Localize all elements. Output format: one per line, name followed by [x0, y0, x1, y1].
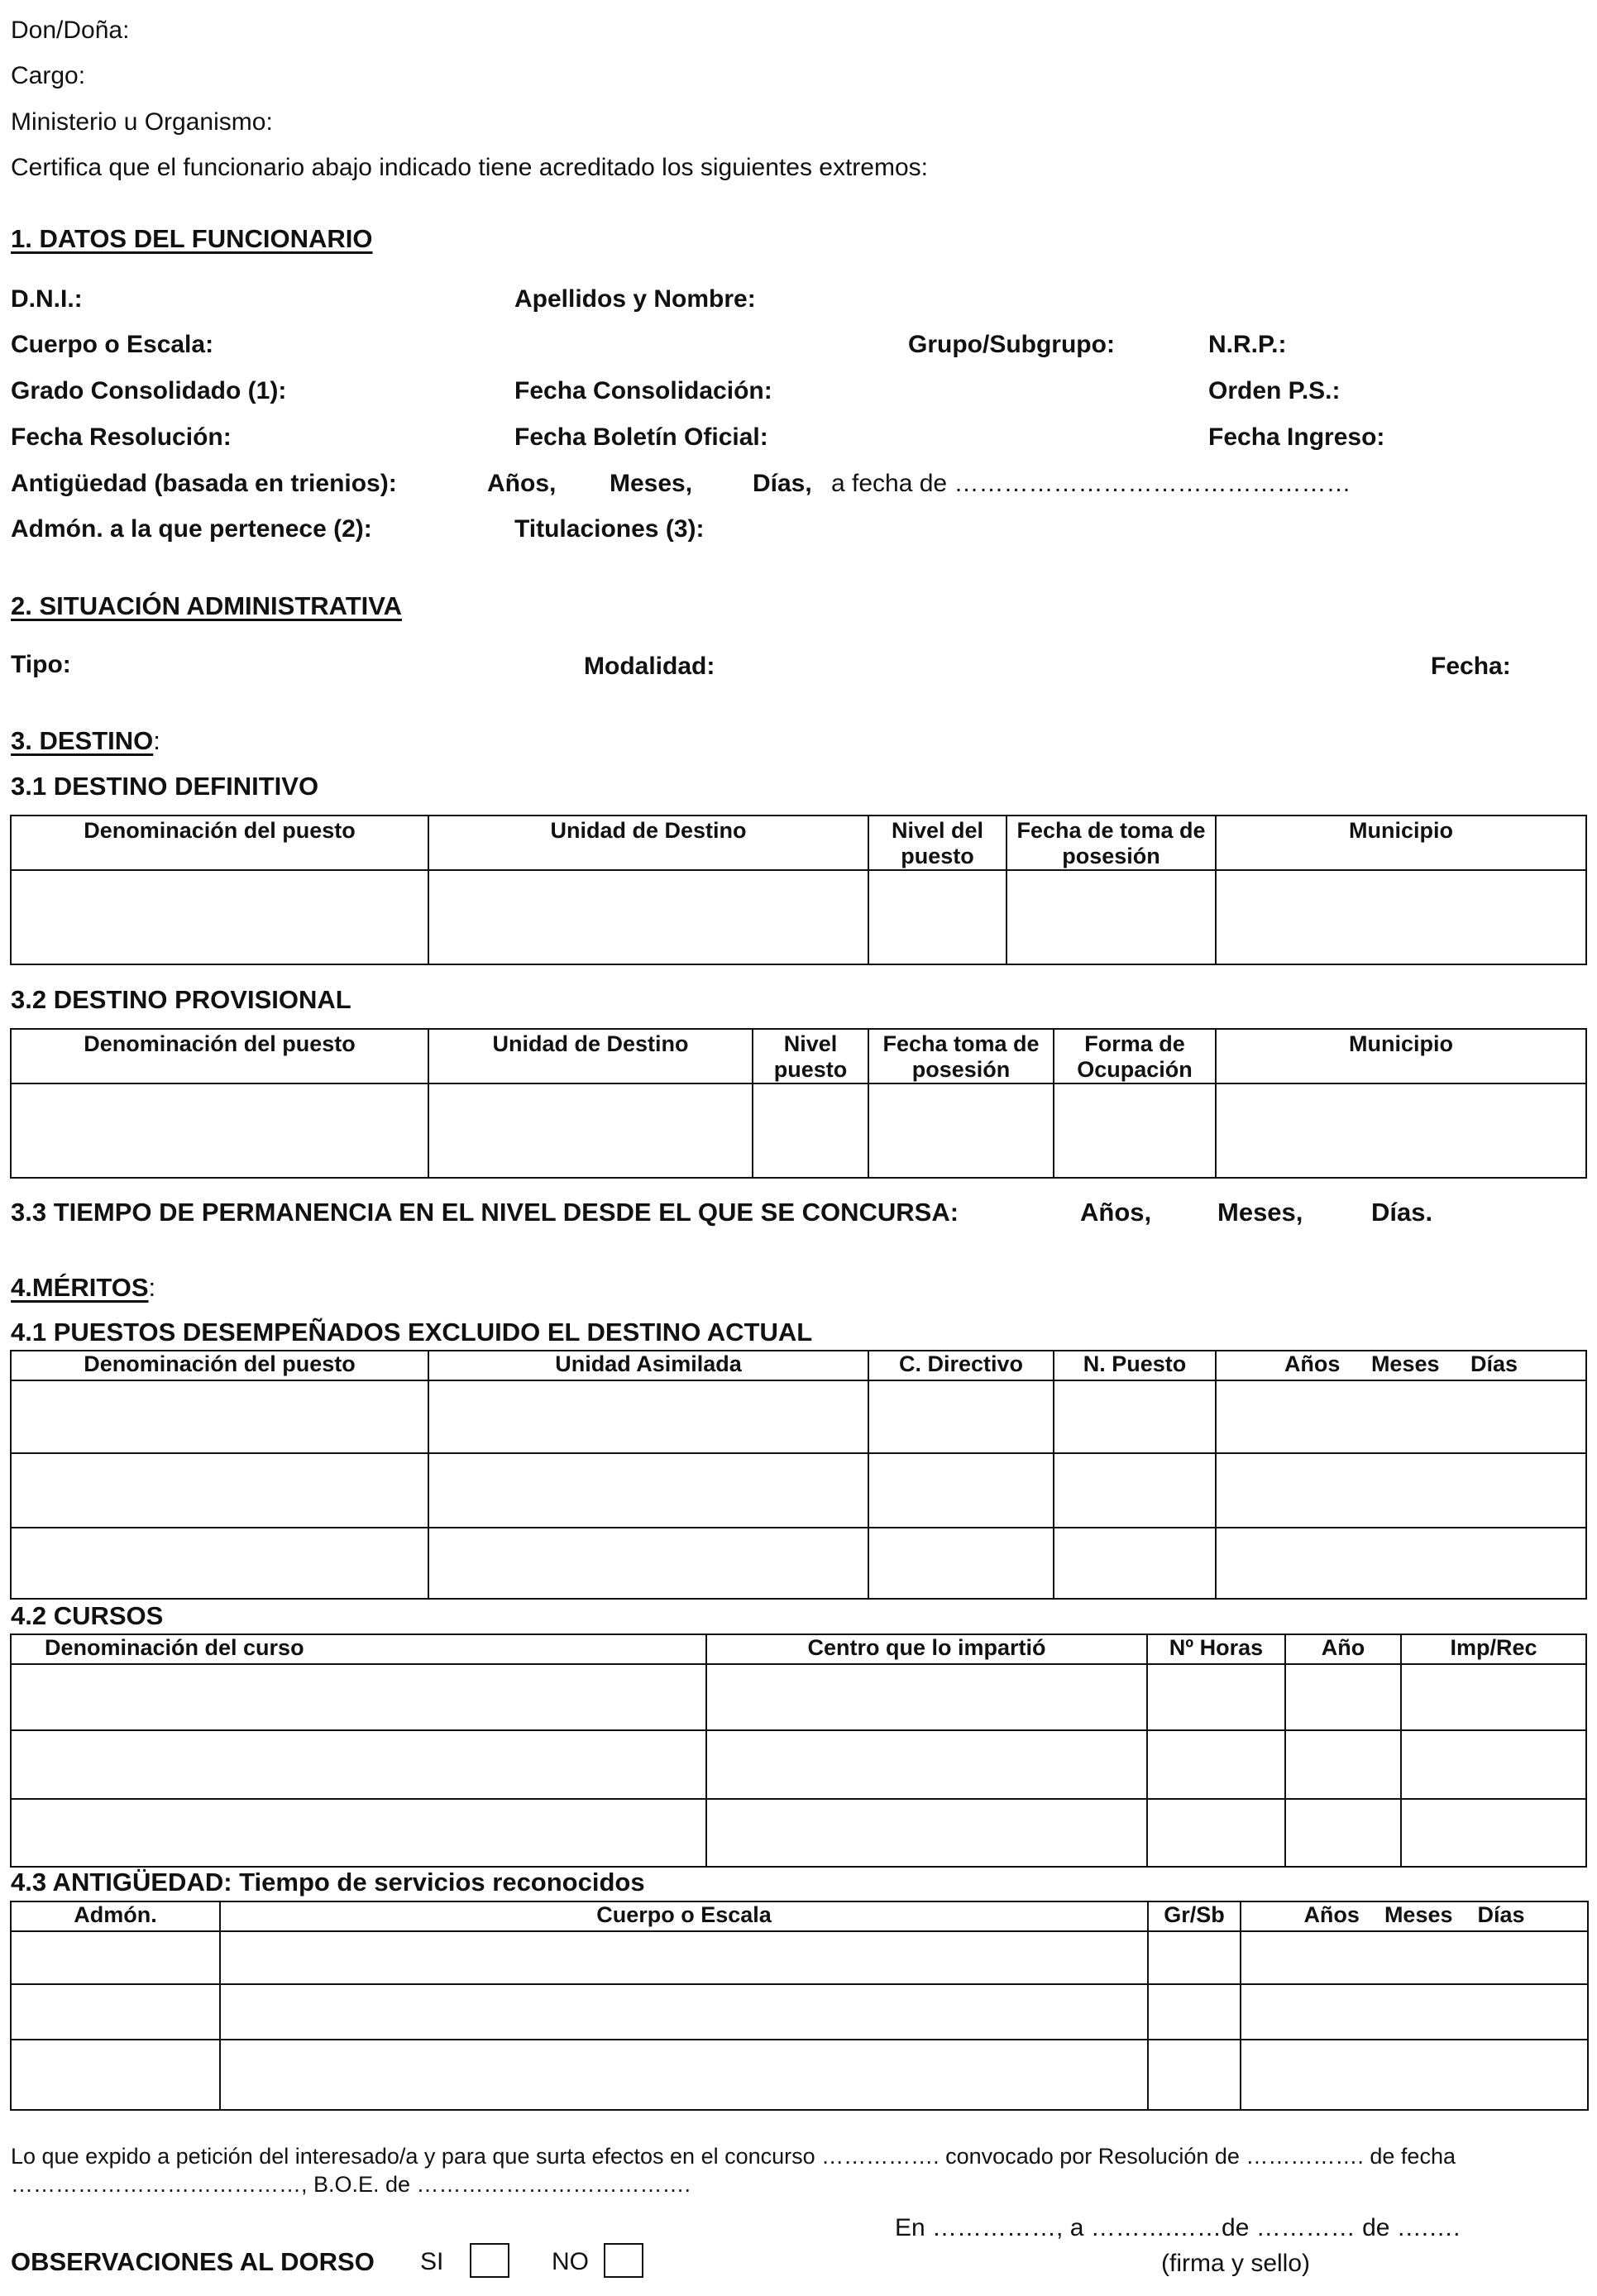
table-cell[interactable]: [220, 1931, 1148, 1984]
col-header: Imp/Rec: [1401, 1634, 1586, 1664]
table-cell[interactable]: [220, 1984, 1148, 2040]
table-cell[interactable]: [11, 1799, 706, 1867]
permanencia-label: 3.3 TIEMPO DE PERMANENCIA EN EL NIVEL DESDE EL QUE SE CONCURSA:: [11, 1198, 959, 1227]
col-header: Denominación del curso: [11, 1634, 706, 1664]
antiguedad-servicios-title: 4.3 ANTIGÜEDAD: Tiempo de servicios reconocidos: [11, 1868, 645, 1897]
table-cell[interactable]: [220, 2040, 1148, 2110]
table-cell[interactable]: [1401, 1799, 1586, 1867]
permanencia-meses: Meses,: [1217, 1198, 1303, 1227]
section-4-title: [11, 1274, 155, 1302]
permanencia-dias: Días.: [1371, 1198, 1433, 1227]
table-cell[interactable]: [1285, 1664, 1401, 1730]
table-row: [11, 1799, 1586, 1867]
section-1-title: 1. DATOS DEL FUNCIONARIO: [11, 224, 373, 253]
certifica-text: Certifica que el funcionario abajo indicado tiene acreditado los siguientes extremos:: [11, 154, 928, 181]
col-header: Nivel puesto: [753, 1029, 868, 1083]
cargo-label: Cargo:: [11, 62, 86, 89]
dni-label: D.N.I.:: [11, 285, 83, 313]
permanencia-anios: Años,: [1080, 1198, 1152, 1227]
table-row: [11, 1083, 1586, 1178]
table-cell[interactable]: [706, 1799, 1147, 1867]
table-cell[interactable]: [1147, 1730, 1285, 1799]
table-cell[interactable]: [1216, 1453, 1586, 1528]
table-cell[interactable]: [1148, 1984, 1241, 2040]
table-row: [11, 1528, 1586, 1599]
col-header: Centro que lo impartió: [706, 1634, 1147, 1664]
table-cell[interactable]: [1216, 1380, 1586, 1453]
table-row: [11, 2040, 1588, 2110]
puestos-title: 4.1 PUESTOS DESEMPEÑADOS EXCLUIDO EL DESTINO ACTUAL: [11, 1318, 813, 1347]
no-label: NO: [552, 2248, 589, 2275]
antiguedad-table: [10, 1901, 1589, 2111]
table-cell[interactable]: [1241, 1931, 1588, 1984]
col-header: Unidad Asimilada: [428, 1351, 868, 1380]
table-row: [11, 1730, 1586, 1799]
col-header: Nivel del puesto: [868, 816, 1006, 870]
section-3-title-text: 3. DESTINO: [11, 726, 154, 755]
table-cell[interactable]: [11, 1528, 428, 1599]
table-cell[interactable]: [428, 1453, 868, 1528]
don-label: Don/Doña:: [11, 17, 130, 44]
table-cell[interactable]: [1241, 1984, 1588, 2040]
no-checkbox[interactable]: [604, 2243, 643, 2278]
section-3-colon: :: [153, 726, 160, 755]
col-header: Unidad de Destino: [428, 816, 868, 870]
col-header: N. Puesto: [1054, 1351, 1216, 1380]
titulaciones-label: Titulaciones (3):: [514, 515, 705, 543]
col-header: Denominación del puesto: [11, 1029, 428, 1083]
table-cell[interactable]: [1241, 2040, 1588, 2110]
section-3-title: [11, 727, 160, 755]
table-cell[interactable]: [868, 870, 1006, 964]
table-cell[interactable]: [428, 1083, 753, 1178]
table-cell[interactable]: [1054, 1380, 1216, 1453]
antiguedad-anios-label: Años,: [487, 470, 557, 497]
table-cell[interactable]: [1285, 1730, 1401, 1799]
table-cell[interactable]: [868, 1453, 1054, 1528]
fecha-boletin-label: Fecha Boletín Oficial:: [514, 423, 768, 451]
table-cell[interactable]: [11, 870, 428, 964]
table-cell[interactable]: [1401, 1730, 1586, 1799]
destino-provisional-table: [10, 1028, 1587, 1179]
table-cell[interactable]: [11, 1453, 428, 1528]
modalidad-label: Modalidad:: [584, 653, 715, 680]
col-header: C. Directivo: [868, 1351, 1054, 1380]
col-header: Cuerpo o Escala: [220, 1901, 1148, 1931]
col-header: Fecha toma de posesión: [868, 1029, 1054, 1083]
table-cell[interactable]: [868, 1380, 1054, 1453]
cursos-title: 4.2 CURSOS: [11, 1601, 164, 1630]
tipo-label: Tipo:: [11, 651, 71, 678]
col-header: Gr/Sb: [1148, 1901, 1241, 1931]
col-header: Unidad de Destino: [428, 1029, 753, 1083]
table-row: [11, 870, 1586, 964]
col-header: Admón.: [11, 1901, 220, 1931]
grupo-label: Grupo/Subgrupo:: [908, 331, 1115, 358]
table-row: [11, 1380, 1586, 1453]
table-cell[interactable]: [1054, 1453, 1216, 1528]
table-cell[interactable]: [868, 1528, 1054, 1599]
table-cell[interactable]: [1216, 870, 1586, 964]
fecha-label: Fecha:: [1431, 653, 1511, 680]
admon-label: Admón. a la que pertenece (2):: [11, 515, 372, 543]
table-cell[interactable]: [428, 870, 868, 964]
table-cell[interactable]: [1147, 1664, 1285, 1730]
col-header: Años Meses Días: [1216, 1351, 1586, 1380]
table-cell[interactable]: [428, 1528, 868, 1599]
antiguedad-fecha-text: a fecha de …………………………………………: [831, 470, 1351, 497]
antiguedad-dias-label: Días,: [753, 470, 812, 497]
cursos-table: [10, 1634, 1587, 1868]
table-row: [11, 1984, 1588, 2040]
section-4-colon: :: [148, 1273, 156, 1302]
section-2-title: 2. SITUACIÓN ADMINISTRATIVA: [11, 591, 403, 620]
table-cell[interactable]: [1054, 1528, 1216, 1599]
cuerpo-label: Cuerpo o Escala:: [11, 331, 214, 358]
expido-line-2: …………………………………, B.O.E. de ……………………………….: [11, 2172, 691, 2197]
table-row: [11, 1453, 1586, 1528]
observaciones-label: OBSERVACIONES AL DORSO: [11, 2247, 375, 2276]
si-checkbox[interactable]: [470, 2243, 509, 2278]
firma-label: (firma y sello): [1161, 2250, 1311, 2277]
destino-provisional-title: 3.2 DESTINO PROVISIONAL: [11, 985, 351, 1014]
table-cell[interactable]: [11, 1730, 706, 1799]
antiguedad-meses-label: Meses,: [610, 470, 693, 497]
apellidos-label: Apellidos y Nombre:: [514, 285, 756, 313]
col-header: Denominación del puesto: [11, 816, 428, 870]
table-cell[interactable]: [1148, 1931, 1241, 1984]
en-fecha-line: En ……………, a ……….……de ………… de ….….: [895, 2214, 1461, 2241]
col-header: Denominación del puesto: [11, 1351, 428, 1380]
table-cell[interactable]: [868, 1083, 1054, 1178]
table-row: [11, 1931, 1588, 1984]
section-4-title-text: 4.MÉRITOS: [11, 1273, 149, 1302]
col-header: Años Meses Días: [1241, 1901, 1588, 1931]
fecha-consolidacion-label: Fecha Consolidación:: [514, 377, 772, 404]
grado-label: Grado Consolidado (1):: [11, 377, 287, 404]
orden-label: Orden P.S.:: [1208, 377, 1341, 404]
fecha-resolucion-label: Fecha Resolución:: [11, 423, 232, 451]
si-label: SI: [420, 2248, 444, 2275]
col-header: Municipio: [1216, 816, 1586, 870]
table-cell[interactable]: [11, 1931, 220, 1984]
destino-definitivo-table: [10, 815, 1587, 965]
table-cell[interactable]: [1054, 1083, 1216, 1178]
table-cell[interactable]: [706, 1664, 1147, 1730]
antiguedad-label: Antigüedad (basada en trienios):: [11, 470, 397, 497]
col-header: Año: [1285, 1634, 1401, 1664]
table-cell[interactable]: [1216, 1083, 1586, 1178]
puestos-table: [10, 1350, 1587, 1600]
destino-definitivo-title: 3.1 DESTINO DEFINITIVO: [11, 772, 319, 801]
table-cell[interactable]: [1216, 1528, 1586, 1599]
table-cell[interactable]: [1147, 1799, 1285, 1867]
col-header: Municipio: [1216, 1029, 1586, 1083]
fecha-ingreso-label: Fecha Ingreso:: [1208, 423, 1385, 451]
table-cell[interactable]: [1401, 1664, 1586, 1730]
table-cell[interactable]: [11, 2040, 220, 2110]
table-cell[interactable]: [753, 1083, 868, 1178]
col-header: Fecha de toma de posesión: [1006, 816, 1216, 870]
table-cell[interactable]: [706, 1730, 1147, 1799]
col-header: Nº Horas: [1147, 1634, 1285, 1664]
col-header: Forma de Ocupación: [1054, 1029, 1216, 1083]
table-cell[interactable]: [1285, 1799, 1401, 1867]
ministerio-label: Ministerio u Organismo:: [11, 108, 273, 136]
table-cell[interactable]: [11, 1380, 428, 1453]
table-cell[interactable]: [11, 1664, 706, 1730]
table-cell[interactable]: [11, 1083, 428, 1178]
table-cell[interactable]: [1006, 870, 1216, 964]
table-cell[interactable]: [1148, 2040, 1241, 2110]
expido-line-1: Lo que expido a petición del interesado/a y para que surta efectos en el concurso ……………. convocado por Resolución de ……………. de fecha: [11, 2144, 1456, 2169]
table-row: [11, 1664, 1586, 1730]
table-cell[interactable]: [428, 1380, 868, 1453]
table-cell[interactable]: [11, 1984, 220, 2040]
nrp-label: N.R.P.:: [1208, 331, 1287, 358]
